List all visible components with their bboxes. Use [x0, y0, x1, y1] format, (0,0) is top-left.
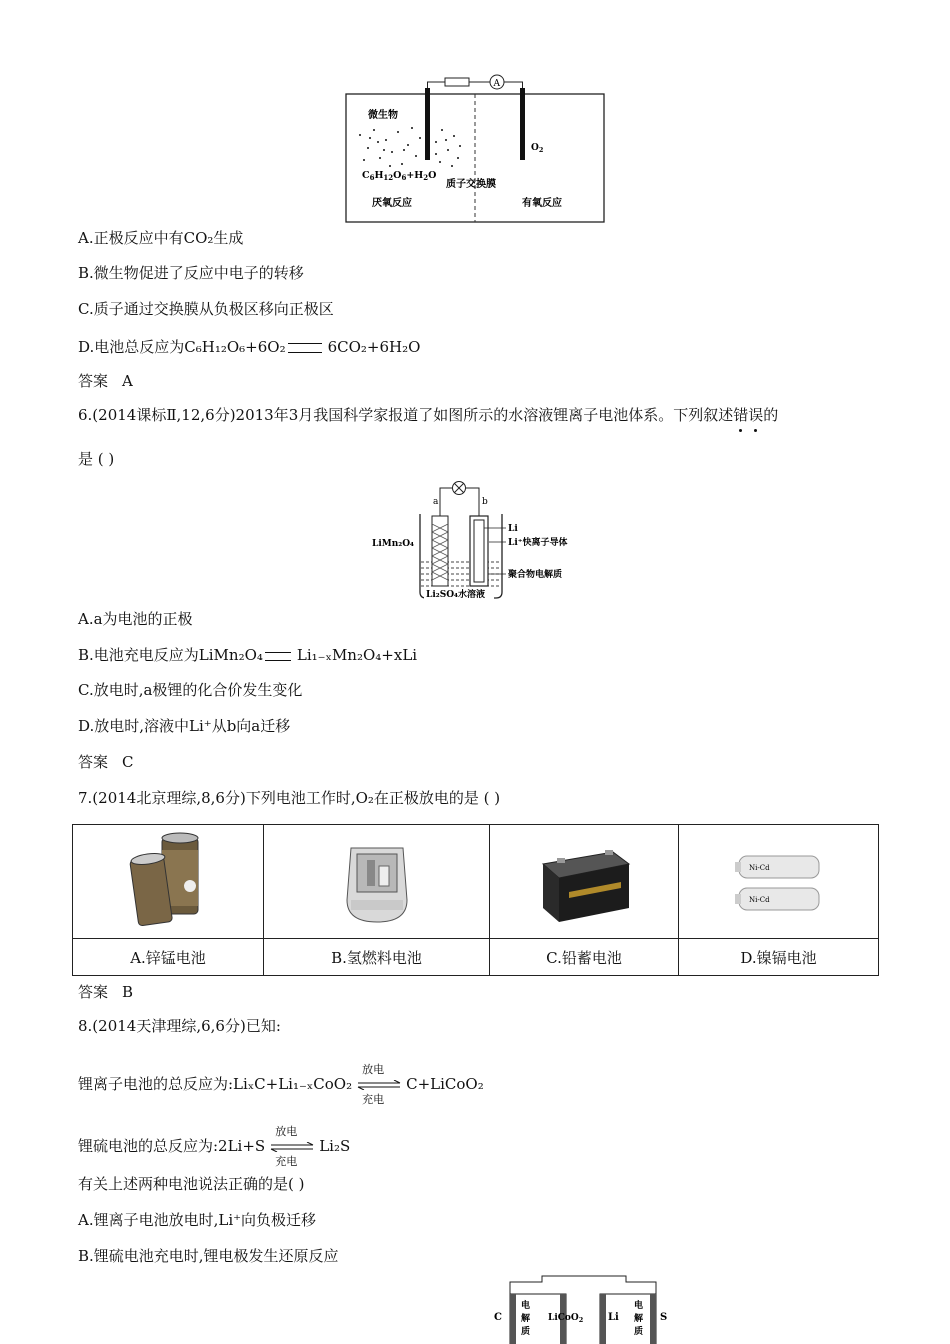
polymer-label: 聚合物电解质	[508, 570, 563, 580]
equals-sign-icon	[288, 343, 322, 353]
limn2o4-label: LiMn₂O₄	[372, 539, 414, 549]
two-cells-figure	[488, 1266, 678, 1344]
electrolyte-label-left: 电	[521, 1301, 531, 1311]
q6-option-a: A.a为电池的正极	[78, 610, 193, 628]
nicd-label-2: Ni-Cd	[748, 895, 770, 904]
zinc-manganese-battery-icon	[118, 830, 218, 930]
q8-question: 有关上述两种电池说法正确的是( )	[78, 1175, 305, 1193]
solution-label: Li₂SO₄水溶液	[426, 590, 485, 600]
answer-value: A	[122, 372, 133, 390]
equals-sign-icon	[265, 652, 291, 661]
reversible-arrow-icon	[356, 1063, 402, 1106]
q8-option-b: B.锂硫电池充电时,锂电极发生还原反应	[78, 1247, 339, 1265]
s-label: S	[660, 1312, 668, 1323]
membrane-label: 质子交换膜	[446, 179, 496, 190]
ammeter-label: A	[493, 79, 500, 89]
q6-answer	[78, 752, 134, 772]
li-electrode-label: Li	[608, 1312, 619, 1323]
microbe-label: 微生物	[368, 110, 398, 121]
o2-label: $O_2$	[531, 143, 544, 154]
q5-option-d-reactants: D.电池总反应为C₆H₁₂O₆+6O₂	[78, 338, 286, 356]
q8-reaction-1	[78, 1063, 484, 1106]
nickel-cadmium-cell	[679, 825, 879, 939]
q6-stem-end: 的	[763, 406, 779, 424]
q5-option-c: C.质子通过交换膜从负极区移向正极区	[78, 300, 334, 318]
q8-option-a: A.锂离子电池放电时,Li⁺向负极迁移	[78, 1211, 317, 1229]
svg-text:质: 质	[521, 1327, 531, 1337]
answer-value: B	[122, 983, 134, 1001]
answer-value: C	[122, 753, 134, 771]
svg-text:解: 解	[521, 1314, 531, 1324]
q5-option-b: B.微生物促进了反应中电子的转移	[78, 264, 304, 282]
lead-acid-cell	[490, 825, 679, 939]
option-a-label: A.锌锰电池	[73, 939, 264, 976]
lead-acid-battery-icon	[529, 830, 639, 930]
q8-stem: 8.(2014天津理综,6,6分)已知:	[78, 1017, 281, 1035]
charge-label: 充电	[275, 1155, 298, 1168]
q6-stem-text: 6.(2014课标Ⅱ,12,6分)2013年3月我国科学家报道了如图所示的水溶液锂离子电池体系。下列叙述	[78, 406, 734, 424]
electrolyte-label-right: 电	[634, 1301, 644, 1311]
c-label: C	[494, 1312, 502, 1323]
q6-stem-line2: 是 ( )	[78, 450, 115, 468]
answer-label: 答案	[78, 753, 109, 771]
reaction-1-right: C+LiCoO₂	[406, 1075, 484, 1093]
q6-option-b-left: B.电池充电反应为LiMn₂O₄	[78, 646, 263, 664]
microbial-cell-figure	[340, 70, 610, 228]
electrode-b-label: b	[482, 497, 488, 507]
option-d-label: D.镍镉电池	[679, 939, 879, 976]
q6-emphasis-text: 错误	[733, 406, 764, 424]
hydrogen-fuel-cell	[264, 825, 490, 939]
q6-stem	[78, 405, 778, 425]
svg-text:质: 质	[634, 1327, 644, 1337]
q8-reaction-2	[78, 1125, 351, 1168]
q7-answer	[78, 982, 133, 1002]
glucose-label: $C_6H_{12}O_6+H_2O$	[362, 170, 437, 182]
nicd-label-1: Ni-Cd	[748, 863, 770, 872]
reaction-1-left: 锂离子电池的总反应为:LiₓC+Li₁₋ₓCoO₂	[78, 1075, 353, 1093]
q5-answer	[78, 371, 133, 391]
q7-stem: 7.(2014北京理综,8,6分)下列电池工作时,O₂在正极放电的是 ( )	[78, 789, 501, 807]
aerobic-label: 有氧反应	[522, 198, 562, 209]
q6-option-b	[78, 645, 417, 665]
zinc-manganese-cell	[73, 825, 264, 939]
li-ion-cell-figure	[368, 476, 588, 604]
q6-emphasis	[733, 406, 763, 424]
charge-label: 充电	[362, 1093, 385, 1106]
reaction-2-right: Li₂S	[319, 1137, 351, 1155]
q6-option-d: D.放电时,溶液中Li⁺从b向a迁移	[78, 717, 291, 735]
reversible-arrow-icon	[269, 1125, 315, 1168]
q6-option-c: C.放电时,a极锂的化合价发生变化	[78, 681, 303, 699]
q5-option-a: A.正极反应中有CO₂生成	[78, 229, 244, 247]
electrode-a-label: a	[433, 497, 439, 507]
option-c-label: C.铅蓄电池	[490, 939, 679, 976]
svg-text:解: 解	[634, 1314, 644, 1324]
nickel-cadmium-battery-icon	[729, 840, 829, 920]
licoo2-label: LiCoO$_2$	[548, 1313, 584, 1324]
anaerobic-label: 厌氧反应	[372, 198, 412, 209]
battery-table	[72, 824, 879, 976]
reaction-2-left: 锂硫电池的总反应为:2Li+S	[78, 1137, 266, 1155]
q5-option-d-products: 6CO₂+6H₂O	[327, 338, 421, 356]
li-label: Li	[508, 524, 518, 534]
option-b-label: B.氢燃料电池	[264, 939, 490, 976]
hydrogen-fuel-cell-icon	[327, 830, 427, 930]
q6-option-b-right: Li₁₋ₓMn₂O₄+xLi	[296, 646, 418, 664]
answer-label: 答案	[78, 983, 109, 1001]
fast-ion-label: Li⁺快离子导体	[508, 538, 568, 548]
discharge-label: 放电	[362, 1063, 385, 1076]
answer-label: 答案	[78, 372, 109, 390]
q5-option-d	[78, 337, 420, 357]
discharge-label: 放电	[275, 1125, 298, 1138]
